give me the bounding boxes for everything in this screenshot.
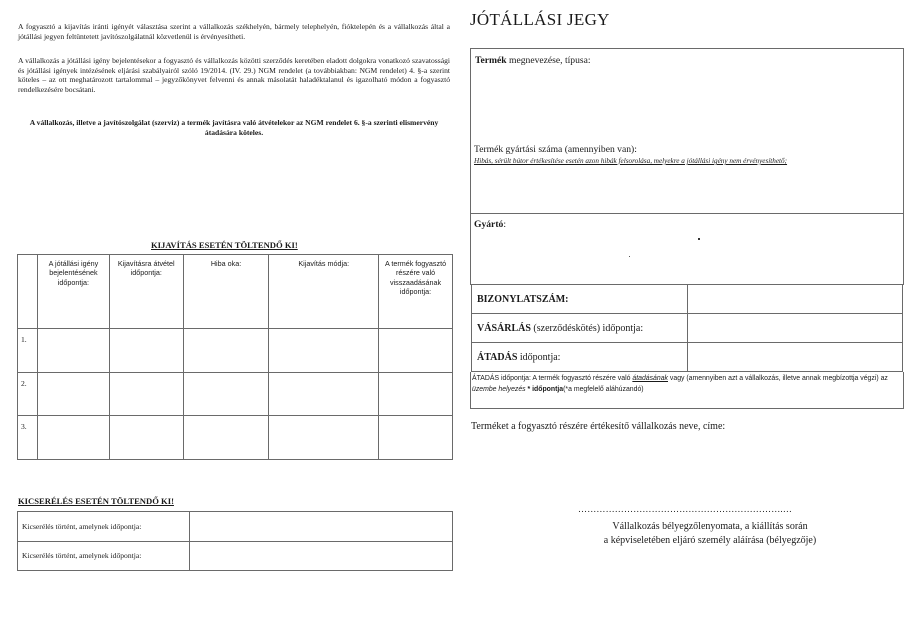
exchange-date-field[interactable] [190, 512, 453, 542]
exchange-row [18, 541, 453, 571]
stamp-signature-caption [560, 520, 860, 547]
signature-line: ………………………………………………………….… [578, 504, 793, 514]
repair-header-fault-cause: Hiba oka: [183, 255, 269, 329]
dot-mark [629, 256, 630, 257]
repair-row-number: 1. [18, 329, 38, 373]
paragraph-protocol-obligation: A vállalkozás a jótállási igény bejelentésekor a fogyasztó és vállalkozás közötti szerződés keretében eladott dolgokra vonatkozó szavatossági és jótállási igények intézésének eljárási szabályairól szóló 19/2014. (IV. 29.) NGM rendelet (a továbbiakban: NGM rendelet) 4. §-a szerint köteles – az ott meghatározott tartalommal – jegyzőkönyvet felvenni és annak másolatát haladéktalanul és igazolható módon a fogyasztó rendelkezésére bocsátani. [18, 56, 450, 94]
repair-header-receipt-date: Kijavításra átvétel időpontja: [109, 255, 183, 329]
exchange-row-label: Kicserélés történt, amelynek időpontja: [18, 541, 190, 571]
paragraph-receipt-obligation: A vállalkozás, illetve a javítószolgálat (szerviz) a termék javításra való átvételekor az NGM rendelet 6. §-a szerinti elismervény átadására köteles. [29, 118, 439, 137]
repair-header-repair-method: Kijavítás módja: [269, 255, 379, 329]
repair-row-number: 3. [18, 416, 38, 460]
handover-row [472, 343, 903, 372]
repair-section-title: KIJAVÍTÁS ESETÉN TÖLTENDŐ KI! [151, 240, 298, 250]
handover-date-label: ÁTADÁS időpontja: [472, 343, 688, 372]
repair-cell[interactable] [37, 329, 109, 373]
repair-cell[interactable] [109, 372, 183, 416]
exchange-section-title: KICSERÉLÉS ESETÉN TÖLTENDŐ KI! [18, 496, 174, 506]
repair-cell[interactable] [183, 329, 269, 373]
repair-cell[interactable] [109, 329, 183, 373]
stamp-caption-line-2: a képviseletében eljáró személy aláírása (bélyegzője) [603, 534, 817, 546]
repair-table-row [18, 372, 453, 416]
product-name-label: Termék megnevezése, típusa: [475, 55, 591, 66]
paragraph-repair-claim: A fogyasztó a kijavítás iránti igényét választása szerint a vállalkozás székhelyén, bármely telephelyén, fióktelepén és a vállalkozás által a jótállási jegyen feltüntetett javítószolgálatnál közvetlenül is érvényesítheti. [18, 22, 450, 41]
serial-number-label: Termék gyártási száma (amennyiben van): [474, 144, 637, 155]
purchase-date-label: VÁSÁRLÁS (szerződéskötés) időpontja: [472, 314, 688, 343]
purchase-row [472, 314, 903, 343]
handover-date-field[interactable] [688, 343, 903, 372]
repair-table [17, 254, 453, 460]
repair-cell[interactable] [183, 416, 269, 460]
repair-table-header-row [18, 255, 453, 329]
stamp-caption-line-1: Vállalkozás bélyegzőlenyomata, a kiállítás során [612, 521, 808, 532]
page-title: JÓTÁLLÁSI JEGY [470, 10, 610, 29]
product-info-box[interactable] [470, 48, 904, 214]
purchase-date-field[interactable] [688, 314, 903, 343]
repair-cell[interactable] [379, 416, 453, 460]
purchase-info-table [471, 284, 903, 372]
repair-cell[interactable] [379, 372, 453, 416]
exchange-row-label: Kicserélés történt, amelynek időpontja: [18, 512, 190, 542]
repair-cell[interactable] [269, 416, 379, 460]
receipt-number-field[interactable] [688, 285, 903, 314]
repair-cell[interactable] [37, 372, 109, 416]
repair-row-number: 2. [18, 372, 38, 416]
repair-header-number [18, 255, 38, 329]
repair-table-row [18, 329, 453, 373]
repair-cell[interactable] [109, 416, 183, 460]
dot-mark [698, 238, 700, 240]
repair-header-return-date: A termék fogyasztó részére való visszaadásának időpontja: [379, 255, 453, 329]
receipt-row [472, 285, 903, 314]
repair-cell[interactable] [379, 329, 453, 373]
repair-cell[interactable] [183, 372, 269, 416]
repair-cell[interactable] [269, 329, 379, 373]
handover-footnote: ÁTADÁS időpontja: A termék fogyasztó részére való átadásának vagy (amennyiben azt a vállalkozás, illetve annak megbízottja végzi) az üzembe helyezés * időpontja(*a megfelelő aláhúzandó) [472, 375, 888, 393]
receipt-number-label: BIZONYLATSZÁM: [472, 285, 688, 314]
repair-cell[interactable] [269, 372, 379, 416]
damaged-furniture-note: Hibás, sérült bútor értékesítése esetén azon hibák felsorolása, melyekre a jótállási igény nem érvényesíthető; [474, 157, 788, 165]
manufacturer-label: Gyártó: [474, 219, 506, 230]
manufacturer-box[interactable] [470, 213, 904, 285]
exchange-table [17, 511, 453, 571]
repair-cell[interactable] [37, 416, 109, 460]
repair-header-claim-date: A jótállási igény bejelentésének időpontja: [37, 255, 109, 329]
seller-label: Terméket a fogyasztó részére értékesítő vállalkozás neve, címe: [471, 421, 726, 432]
exchange-date-field[interactable] [190, 541, 453, 571]
exchange-row [18, 512, 453, 542]
repair-table-row [18, 416, 453, 460]
